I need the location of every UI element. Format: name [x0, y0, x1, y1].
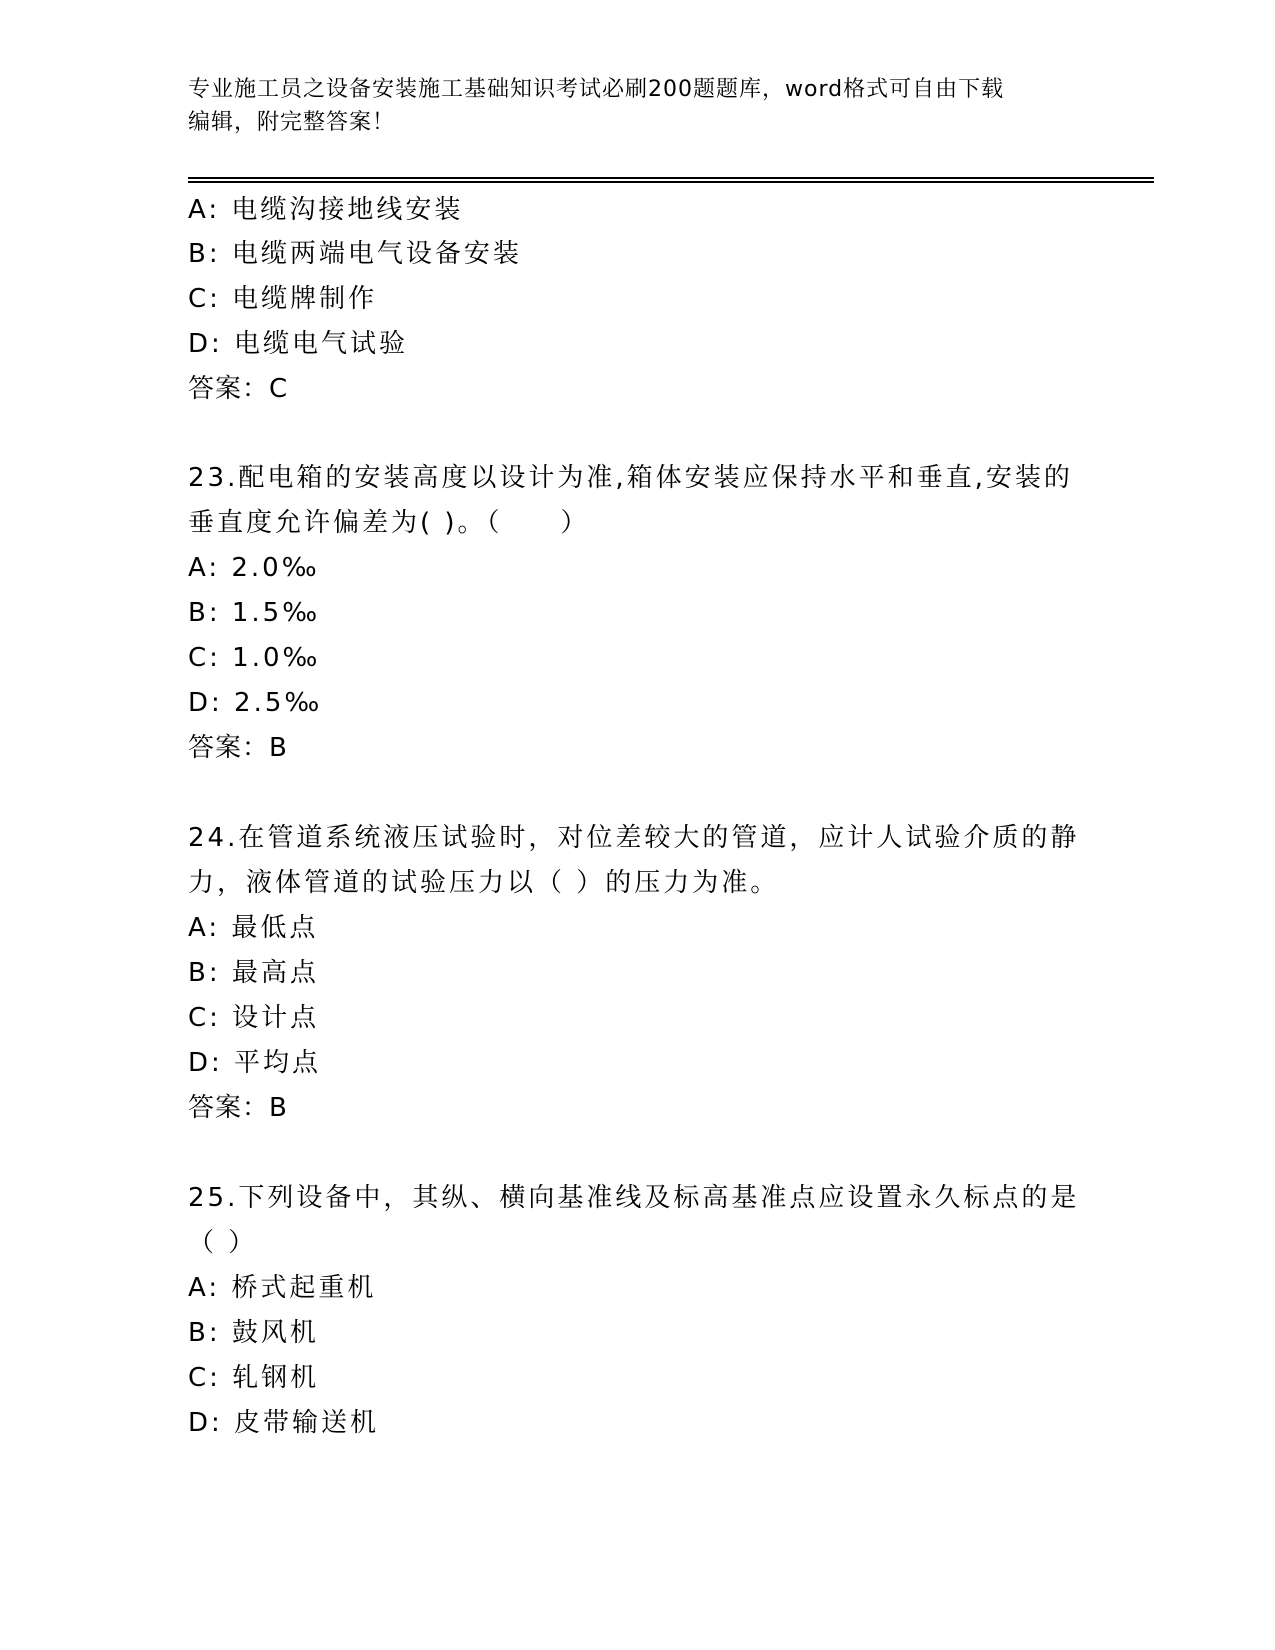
q22-option-a: A: 电缆沟接地线安装 — [188, 195, 464, 225]
q22-answer: 答案：C — [188, 374, 289, 404]
q25-option-c: C: 轧钢机 — [188, 1363, 320, 1393]
q22-option-d: D: 电缆电气试验 — [188, 329, 409, 359]
q24-option-a: A: 最低点 — [188, 913, 319, 943]
q24-option-c: C: 设计点 — [188, 1003, 320, 1033]
q24-option-d: D: 平均点 — [188, 1048, 322, 1078]
q24-answer: 答案：B — [188, 1093, 288, 1123]
q24-option-b: B: 最高点 — [188, 958, 319, 988]
q23-option-c: C: 1.0‰ — [188, 643, 321, 673]
header-line-2: 编辑，附完整答案！ — [188, 110, 396, 135]
q25-stem-line-1: 25.下列设备中，其纵、横向基准线及标高基准点应设置永久标点的是 — [188, 1183, 1080, 1213]
q23-answer: 答案：B — [188, 733, 288, 763]
q25-option-a: A: 桥式起重机 — [188, 1273, 377, 1303]
q23-stem-line-1: 23.配电箱的安装高度以设计为准,箱体安装应保持水平和垂直,安装的 — [188, 463, 1073, 493]
q23-stem-line-2: 垂直度允许偏差为( )。（ ） — [188, 508, 590, 538]
document-header — [188, 73, 1088, 139]
q23-option-d: D: 2.5‰ — [188, 688, 323, 718]
q24-stem-line-2: 力，液体管道的试验压力以（ ）的压力为准。 — [188, 868, 780, 898]
q23-option-b: B: 1.5‰ — [188, 598, 321, 628]
q25-option-d: D: 皮带输送机 — [188, 1408, 380, 1438]
q24-stem-line-1: 24.在管道系统液压试验时，对位差较大的管道，应计人试验介质的静 — [188, 823, 1080, 853]
q23-option-a: A: 2.0‰ — [188, 553, 320, 583]
q22-option-c: C: 电缆牌制作 — [188, 284, 378, 314]
header-divider-bottom — [188, 181, 1154, 183]
q25-option-b: B: 鼓风机 — [188, 1318, 319, 1348]
header-line-1: 专业施工员之设备安装施工基础知识考试必刷200题题库，word格式可自由下载 — [188, 77, 1005, 102]
header-divider-top — [188, 177, 1154, 179]
q25-stem-line-2: （ ） — [188, 1228, 258, 1258]
q22-option-b: B: 电缆两端电气设备安装 — [188, 239, 522, 269]
